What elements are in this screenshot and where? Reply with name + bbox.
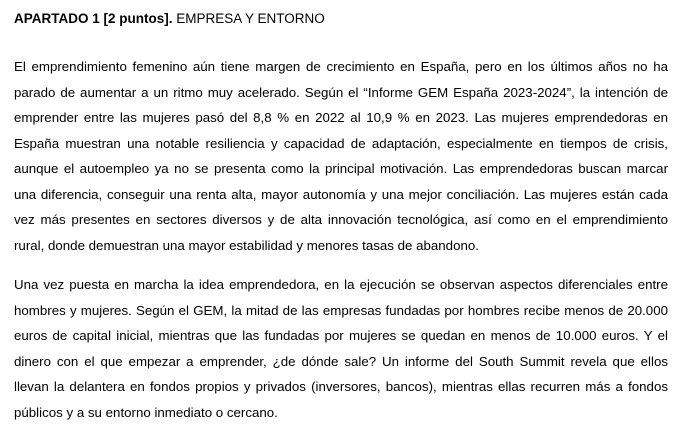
section-title: EMPRESA Y ENTORNO — [172, 11, 325, 26]
page-title — [14, 10, 666, 28]
paragraph-2: Una vez puesta en marcha la idea emprendedora, en la ejecución se observan aspectos diferenciales entre hombres y mujeres. Según el GEM, la mitad de las empresas fundadas por hombres recibe menos de 20.000 euros de capital inicial, mientras que las fundadas por mujeres se quedan en menos de 10.000 euros. Y el dinero con el que empezar a emprender, ¿de dónde sale? Un informe del South Summit revela que ellos llevan la delantera en fondos propios y privados (inversores, bancos), mientras ellas recurren más a fondos públicos y a su entorno inmediato o cercano. — [14, 277, 668, 420]
paragraph-1: El emprendimiento femenino aún tiene margen de crecimiento en España, pero en los últimos años no ha parado de aumentar a un ritmo muy acelerado. Según el “Informe GEM España 2023-2024”, la intención de emprender entre las mujeres pasó del 8,8 % en 2022 al 10,9 % en 2023. Las mujeres emprendedoras en España muestran una notable resiliencia y capacidad de adaptación, especialmente en tiempos de crisis, aunque el autoempleo ya no se presenta como la principal motivación. Las emprendedoras buscan marcar una diferencia, conseguir una renta alta, mayor autonomía y una mejor conciliación. Las mujeres están cada vez más presentes en sectores diversos y de alta innovación tecnológica, así como en el emprendimiento rural, donde demuestran una mayor estabilidad y menores tasas de abandono. — [14, 59, 668, 253]
section-label: APARTADO 1 [2 puntos]. — [14, 11, 173, 26]
